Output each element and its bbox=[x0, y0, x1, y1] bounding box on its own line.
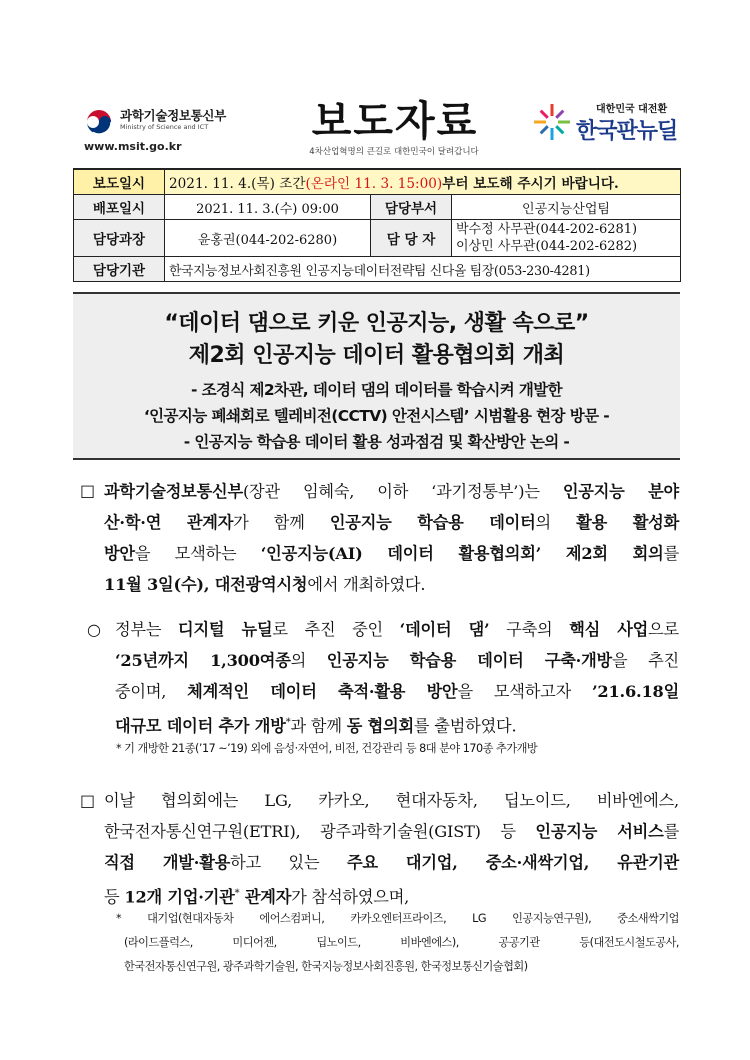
paragraph-3-line-2: 한국전자통신연구원(ETRI), 광주과학기술원(GIST) 등 인공지능 서비스를 bbox=[104, 822, 679, 841]
manager-value: 윤홍권(044-202-6280) bbox=[165, 220, 371, 257]
press-header bbox=[0, 0, 750, 170]
manager-row bbox=[74, 220, 681, 257]
paragraph-3-line-3: 직접 개발·활용하고 있는 주요 대기업, 중소·새싹기업, 유관기관 bbox=[104, 853, 679, 872]
document-title: 보도자료 bbox=[311, 97, 479, 145]
footnote-2-line-3: 한국전자통신연구원, 광주과학기술원, 한국지능정보사회진흥원, 한국정보통신기술협회) bbox=[124, 960, 528, 973]
circle-bullet: ○ bbox=[87, 620, 101, 639]
release-online-time: (온라인 11. 3. 15:00) bbox=[305, 176, 443, 192]
subheadline-3: - 인공지능 학습용 데이터 활용 성과점검 및 확산방안 논의 - bbox=[183, 433, 570, 451]
release-time-label: 보도일시 bbox=[74, 169, 165, 195]
release-embargo-note: 부터 보도해 주시기 바랍니다. bbox=[442, 176, 619, 192]
footnote-1: * 기 개방한 21종(’17 ~’19) 외에 음성·자연어, 비전, 건강관리 등 8대 분야 170종 추가개방 bbox=[116, 742, 538, 755]
release-time-row bbox=[74, 169, 681, 195]
agency-value: 한국지능정보사회진흥원 인공지능데이터전략팀 신다올 팀장(053-230-4281) bbox=[165, 257, 681, 282]
headline-main: “데이터 댐으로 키운 인공지능, 생활 속으로” bbox=[164, 311, 589, 336]
paragraph-2-line-3: 중이며, 체계적인 데이터 축적·활용 방안을 모색하고자 ’21.6.18일 bbox=[115, 682, 680, 701]
ministry-english-name: Ministry of Science and ICT bbox=[120, 123, 209, 131]
square-bullet: □ bbox=[80, 481, 96, 500]
slogan: 4차산업혁명의 큰길로 대한민국이 달려갑니다 bbox=[309, 147, 479, 157]
new-deal-tagline: 대한민국 대전환 bbox=[596, 104, 668, 115]
paragraph-1-line-3: 방안을 모색하는 ‘인공지능(AI) 데이터 활용협의회’ 제2회 회의를 bbox=[104, 544, 679, 563]
paragraph-2-line-2: ‘25년까지 1,300여종의 인공지능 학습용 데이터 구축·개방을 추진 bbox=[115, 651, 679, 670]
staff-contact-2: 이상민 사무관(044-202-6282) bbox=[456, 239, 638, 254]
ministry-name: 과학기술정보통신부 bbox=[120, 108, 226, 123]
department-value: 인공지능산업팀 bbox=[452, 195, 681, 220]
square-bullet: □ bbox=[80, 791, 96, 810]
paragraph-3-line-4: 등 12개 기업·기관* 관계자가 참석하였으며, bbox=[104, 887, 410, 907]
taegeuk-emblem-icon bbox=[84, 107, 114, 137]
manager-label: 담당과장 bbox=[74, 220, 165, 257]
paragraph-1 bbox=[104, 476, 679, 600]
paragraph-1-line-4: 11월 3일(수), 대전광역시청에서 개최하였다. bbox=[104, 575, 426, 594]
staff-label: 담 당 자 bbox=[371, 220, 452, 257]
paragraph-3-line-1: 이날 협의회에는 LG, 카카오, 현대자동차, 딥노이드, 비바엔에스, bbox=[104, 791, 679, 810]
paragraph-1-line-1: 과학기술정보통신부(장관 임혜숙, 이하 ‘과기정통부’)는 인공지능 분야 bbox=[104, 482, 679, 501]
staff-contact-1: 박수정 사무관(044-202-6281) bbox=[456, 222, 638, 237]
ministry-logo bbox=[84, 103, 274, 153]
footnote-2-line-1: * 대기업(현대자동차 에어스컴퍼니, 카카오엔터프라이즈, LG 인공지능연구원), 중소새싹기업 bbox=[116, 912, 679, 925]
footnote-2 bbox=[116, 907, 679, 979]
paragraph-2 bbox=[115, 614, 679, 741]
distribution-row bbox=[74, 195, 681, 220]
headline-secondary: 제2회 인공지능 데이터 활용협의회 개최 bbox=[188, 343, 565, 368]
paragraph-3 bbox=[104, 785, 679, 912]
agency-label: 담당기관 bbox=[74, 257, 165, 282]
paragraph-2-line-1: 정부는 디지털 뉴딜로 추진 중인 ‘데이터 댐’ 구축의 핵심 사업으로 bbox=[115, 620, 679, 639]
release-date: 2021. 11. 4.(목) 조간 bbox=[169, 176, 306, 192]
distribution-time-value: 2021. 11. 3.(수) 09:00 bbox=[165, 195, 371, 220]
subheadline-1: - 조경식 제2차관, 데이터 댐의 데이터를 학습시켜 개발한 bbox=[190, 381, 563, 399]
new-deal-burst-icon bbox=[532, 102, 572, 142]
headline-box bbox=[73, 292, 680, 460]
new-deal-wordmark: 한국판뉴딜 bbox=[576, 119, 678, 144]
subheadline-2: ‘인공지능 폐쇄회로 텔레비전(CCTV) 안전시스템’ 시범활용 현장 방문 - bbox=[143, 407, 610, 425]
korean-new-deal-logo bbox=[532, 96, 702, 152]
release-info-table bbox=[73, 168, 681, 282]
staff-value bbox=[452, 220, 681, 257]
paragraph-1-line-2: 산·학·연 관계자가 함께 인공지능 학습용 데이터의 활용 활성화 bbox=[104, 513, 680, 532]
department-label: 담당부서 bbox=[371, 195, 452, 220]
agency-row bbox=[74, 257, 681, 282]
paragraph-2-line-4: 대규모 데이터 추가 개방*과 함께 동 협의회를 출범하였다. bbox=[115, 716, 517, 736]
ministry-url: www.msit.go.kr bbox=[84, 140, 182, 153]
release-time-value bbox=[165, 169, 681, 195]
distribution-time-label: 배포일시 bbox=[74, 195, 165, 220]
footnote-2-line-2: (라이드플럭스, 미디어젠, 딥노이드, 비바엔에스), 공공기관 등(대전도시철도공사, bbox=[124, 936, 679, 949]
